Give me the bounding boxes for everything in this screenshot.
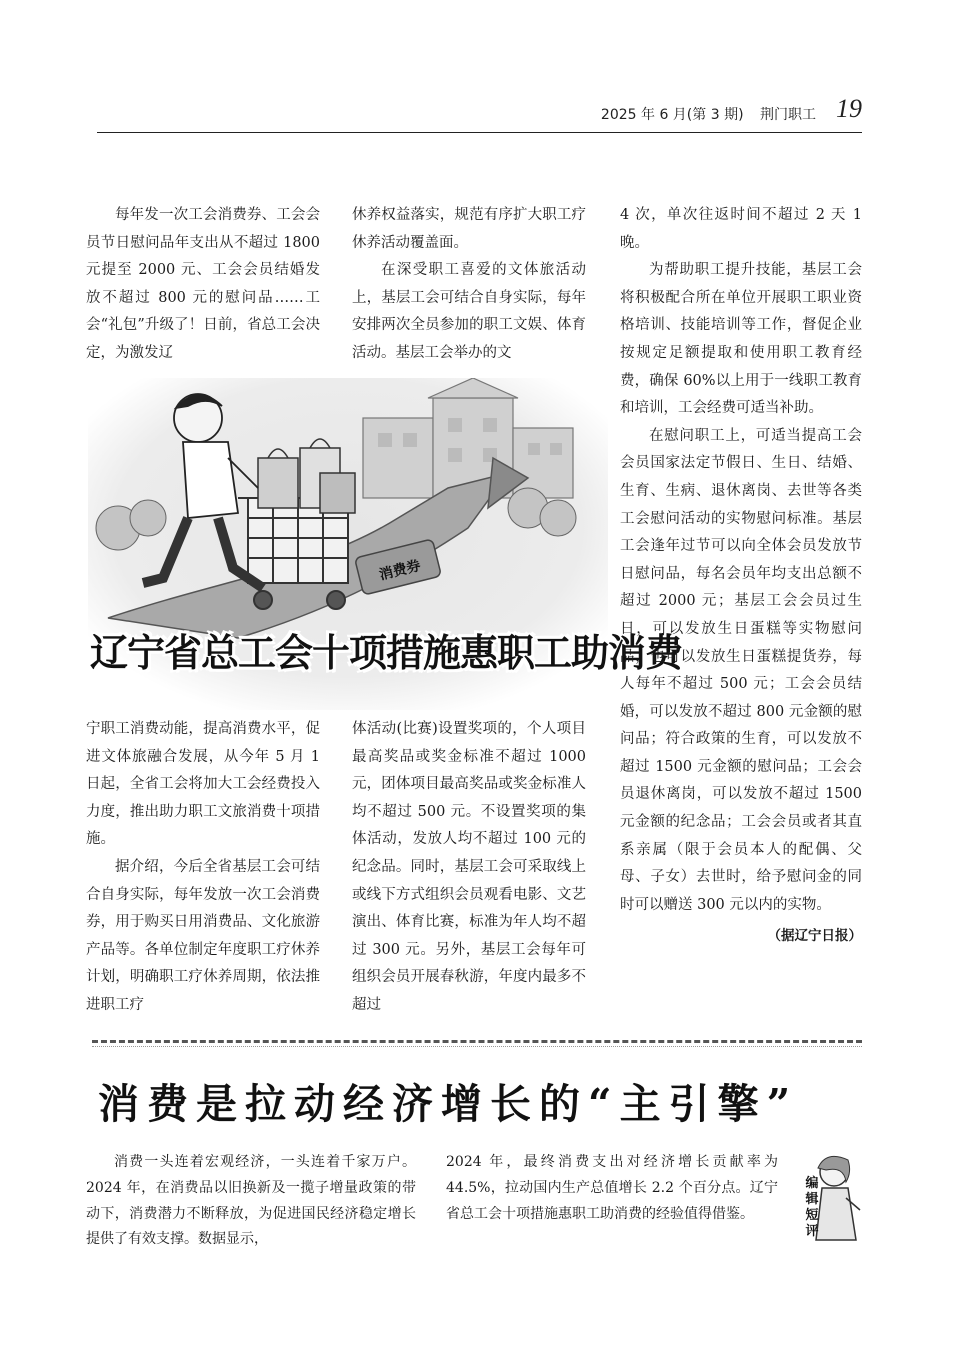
editor-comment-label: 编辑短评 [805,1176,819,1239]
article1-col2-bottom [352,716,586,1020]
voucher-text: 消费券 [377,557,423,584]
paragraph: 2024 年，最终消费支出对经济增长贡献率为 44.5%，拉动国内生产总值增长 2.2 个百分点。辽宁省总工会十项措施惠职工助消费的经验值得借鉴。 [446,1154,778,1222]
paragraph: 4 次，单次往返时间不超过 2 天 1 晚。 [620,207,862,251]
paragraph: 在深受职工喜爱的文体旅活动上，基层工会可结合自身实际，每年安排两次全员参加的职工文娱、体育活动。基层工会举办的文 [352,262,586,361]
article2-col1 [86,1150,416,1253]
paragraph: 消费一头连着宏观经济，一头连着千家万户。2024 年，在消费品以旧换新及一揽子增量政策的带动下，消费潜力不断释放，为促进国民经济稳定增长提供了有效支撑。数据显示， [86,1154,416,1248]
article1-col1-top [86,202,320,368]
publication-name: 荆门职工 [760,107,816,123]
page-number: 19 [836,94,862,123]
article1-headline: 辽宁省总工会十项措施惠职工助消费 [90,631,683,675]
paragraph: 据介绍，今后全省基层工会可结合自身实际，每年发放一次工会消费券，用于购买日用消费品、文化旅游产品等。各单位制定年度职工疗休养计划，明确职工疗休养周期，依法推进职工疗 [86,858,320,1013]
editor-woman-icon [786,1148,866,1248]
paragraph: 在慰问职工上，可适当提高工会会员国家法定节假日、生日、结婚、生育、生病、退休离岗、去世等各类工会慰问活动的实物慰问标准。基层工会逢年过节可以向全体会员发放节日慰问品，每名会员年均支出总额不超过 2000 元；基层工会会员过生日，可以发放生日蛋糕等实物慰问品，也可以发放生日蛋糕提货券，每人每年不超过 500 元；工会会员结婚，可以发放不超过 800 元金额的慰问品；符合政策的生育，可以发放不超过 1500 元金额的慰问品；工会会员退休离岗，可以发放不超过 1500 元金额的纪念品；工会会员或者其直系亲属（限于会员本人的配偶、父母、子女）去世时，给予慰问金的同时可以赠送 300 元以内的实物。 [620,427,862,913]
paragraph: 宁职工消费动能，提高消费水平，促进文体旅融合发展，从今年 5 月 1 日起，全省工会将加大工会经费投入力度，推出助力职工文旅消费十项措施。 [86,721,320,848]
page-header [97,92,862,133]
paragraph: 休养权益落实，规范有序扩大职工疗休养活动覆盖面。 [352,207,586,251]
article1-col3 [620,202,862,951]
article1-source: （据辽宁日报） [767,928,862,945]
article1-col1-bottom [86,716,320,1020]
editor-avatar [786,1148,866,1248]
paragraph: 为帮助职工提升技能，基层工会将积极配合所在单位开展职工职业资格培训、技能培训等工作，督促企业按规定足额提取和使用职工教育经费，确保 60%以上用于一线职工教育和培训，工会经费可适当补助。 [620,262,862,417]
article2-col2 [446,1150,778,1227]
paragraph: 体活动(比赛)设置奖项的，个人项目最高奖品或奖金标准不超过 1000 元，团体项目最高奖品或奖金标准人均不超过 500 元。不设置奖项的集体活动，发放人均不超过 100 元的纪念品。同时，基层工会可采取线上或线下方式组织会员观看电影、文艺演出、体育比赛，标准为年人均不超过 300 元。另外，基层工会每年可组织会员开展春秋游，年度内最多不超过 [352,721,586,1013]
header-info [589,104,816,124]
section-divider-dotted [92,1046,862,1048]
paragraph: 每年发一次工会消费券、工会会员节日慰问品年支出从不超过 1800 元提至 2000 元、工会会员结婚发放不超过 800 元的慰问品……工会“礼包”升级了！日前，省总工会决定，为激发辽 [86,207,320,361]
issue-date: 2025 年 6 月(第 3 期) [600,107,744,123]
article2-title: 消费是拉动经济增长的“主引擎” [98,1080,799,1128]
article1-col2-top [352,202,586,368]
